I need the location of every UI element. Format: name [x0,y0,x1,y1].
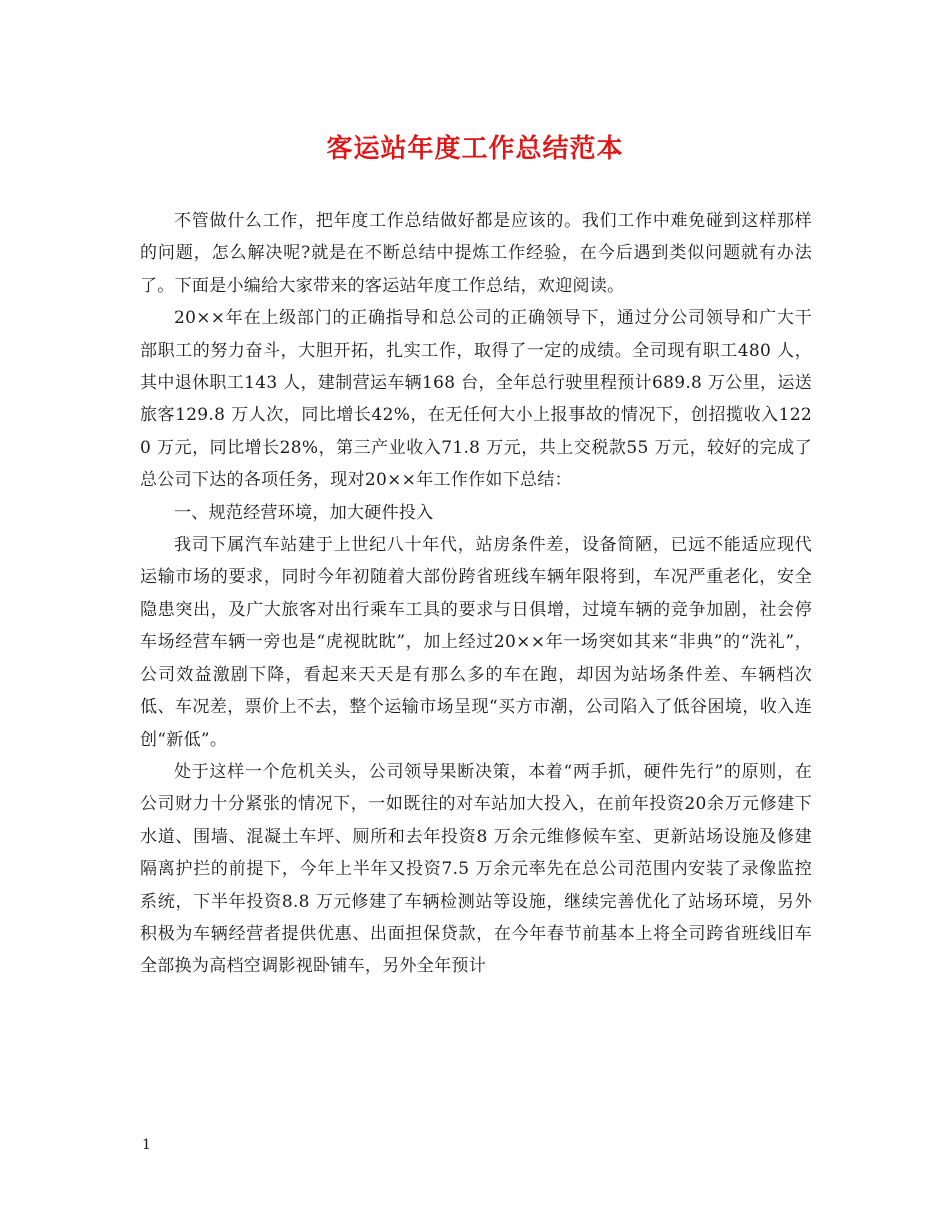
page-number: 1 [142,1137,151,1153]
paragraph-overview: 20××年在上级部门的正确指导和总公司的正确领导下，通过分公司领导和广大干部职工的努力奋斗，大胆开拓，扎实工作，取得了一定的成绩。全司现有职工480 人，其中退休职工143 人，建制营运车辆168 台，全年总行驶里程预计689.8 万公里，运送旅客129.8 万人次，同比增长42%，在无任何大小上报事故的情况下，创招揽收入1220 万元，同比增长28%，第三产业收入71.8 万元，共上交税款55 万元，较好的完成了总公司下达的各项任务，现对20××年工作作如下总结： [140,308,812,491]
document-title: 客运站年度工作总结范本 [326,134,624,164]
paragraph-background: 我司下属汽车站建于上世纪八十年代，站房条件差，设备简陋，已远不能适应现代运输市场的要求，同时今年初随着大部份跨省班线车辆年限将到，车况严重老化，安全隐患突出，及广大旅客对出行乘车工具的要求与日俱增，过境车辆的竞争加剧，社会停车场经营车辆一旁也是“虎视眈眈”，加上经过20××年一场突如其来“非典”的“洗礼”，公司效益激剧下降，看起来天天是有那么多的车在跑，却因为站场条件差、车辆档次低、车况差，票价上不去，整个运输市场呈现“买方市潮，公司陷入了低谷困境，收入连创“新低”。 [140,535,812,750]
paragraph-investment: 处于这样一个危机关头，公司领导果断决策，本着“两手抓，硬件先行”的原则，在公司财力十分紧张的情况下，一如既往的对车站加大投入，在前年投资20余万元修建下水道、围墙、混凝土车坪、厕所和去年投资8 万余元维修候车室、更新站场设施及修建隔离护拦的前提下，今年上半年又投资7.5 万余元率先在总公司范围内安装了录像监控系统，下半年投资8.8 万元修建了车辆检测站等设施，继续完善优化了站场环境，另外积极为车辆经营者提供优惠、出面担保贷款，在今年春节前基本上将全司跨省班线旧车全部换为高档空调影视卧铺车，另外全年预计 [140,761,812,977]
section-heading: 一、规范经营环境，加大硬件投入 [174,502,434,523]
paragraph-intro: 不管做什么工作，把年度工作总结做好都是应该的。我们工作中难免碰到这样那样的问题，怎么解决呢?就是在不断总结中提炼工作经验，在今后遇到类似问题就有办法了。下面是小编给大家带来的客运站年度工作总结，欢迎阅读。 [140,211,812,296]
document-body [140,205,812,983]
